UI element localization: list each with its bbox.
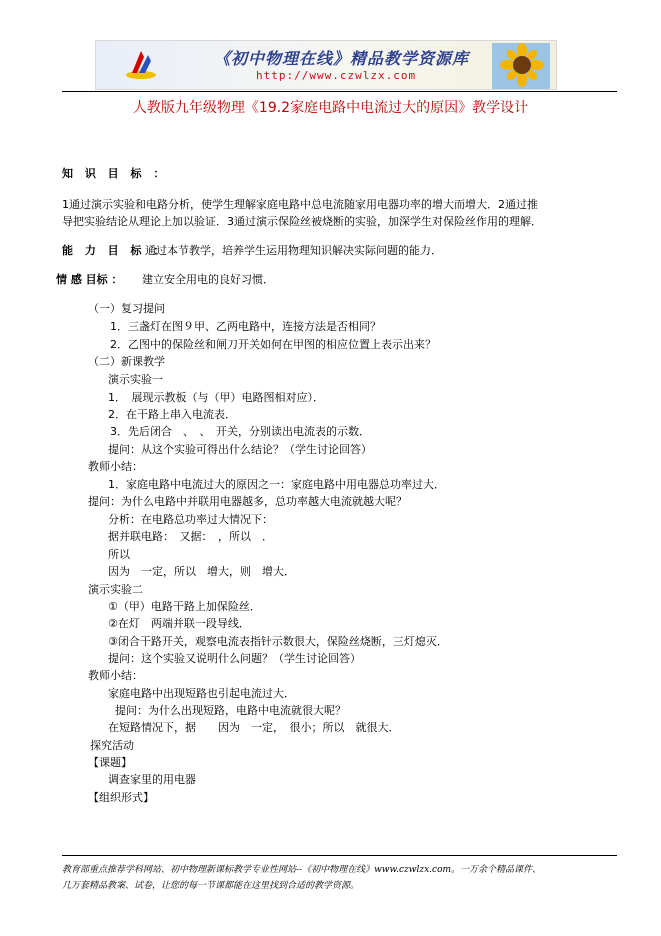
knowledge-goal-line-1: 1通过演示实验和电路分析，使学生理解家庭电路中总电流随家用电器功率的增大而增大．2通过推 [62,198,538,211]
banner-title: 《初中物理在线》精品教学资源库 [214,49,470,68]
footer-line-2: 几万套精品教案、试卷，让您的每一节课都能在这里找到合适的教学资源。 [62,881,360,891]
body-line: 据并联电路： 又据： ，所以 ． [108,530,273,543]
body-line: （一）复习提问 [88,302,165,315]
body-line: 提问：从这个实验可得出什么结论？（学生讨论回答） [108,443,372,456]
body-line: 【组织形式】 [88,791,154,804]
body-line: 提问：为什么电路中并联用电器越多，总功率越大电流就越大呢？ [88,495,407,508]
body-line: 2．在干路上串入电流表． [108,408,236,421]
body-line: 因为 一定，所以 增大，则 增大． [108,565,295,578]
ability-goal-text: 通过本节教学，培养学生运用物理知识解决实际问题的能力． [145,244,442,257]
body-line: ②在灯 两端并联一段导线． [108,617,250,630]
body-line: 1． 展现示教板（与（甲）电路图相对应）． [108,391,324,404]
body-line: 2．乙图中的保险丝和闸刀开关如何在甲图的相应位置上表示出来？ [110,338,436,351]
body-line: 【课题】 [88,756,132,769]
body-line: 提问：这个实验又说明什么问题？（学生讨论回答） [108,652,361,665]
emotion-goal-label: 情 感 目标 ： [56,273,123,286]
sunflower-icon [492,43,550,89]
body-line: 教师小结： [88,460,143,473]
footer-line-1: 教育部重点推荐学科网站、初中物理新课标教学专业性网站--《初中物理在线》www.czwlzx.com。一万余个精品课件、 [62,865,542,875]
body-line: （二）新课教学 [88,355,165,368]
body-line: 提问：为什么出现短路，电路中电流就很大呢？ [115,704,346,717]
body-line: 1．三盏灯在图９甲、乙两电路中，连接方法是否相同？ [110,320,381,333]
document-title: 人教版九年级物理《19.2家庭电路中电流过大的原因》教学设计 [132,100,529,116]
knowledge-goal-line-2: 导把实验结论从理论上加以验证．3通过演示保险丝被烧断的实验，加深学生对保险丝作用的理解． [62,215,542,228]
emotion-goal-text: 建立安全用电的良好习惯． [142,273,274,286]
knowledge-goal-label: 知 识 目 标 ： [62,167,169,180]
body-line: 探究活动 [90,739,134,752]
body-line: 家庭电路中出现短路也引起电流过大． [108,687,295,700]
site-logo-icon [124,47,158,81]
body-line: 在短路情况下，据 因为 一定， 很小；所以 就很大． [108,721,400,734]
banner-url[interactable]: http://www.czwlzx.com [256,69,417,82]
footer [62,862,622,894]
footer-rule [62,855,617,856]
body-line: ③闭合干路开关，观察电流表指针示数很大，保险丝烧断，三灯熄灭． [108,635,448,648]
body-line: 演示实验二 [88,583,143,596]
body-line: 演示实验一 [108,373,163,386]
ability-goal-label: 能 力 目 标 ： [62,244,169,257]
body-line: 3．先后闭合 、 、 开关，分别读出电流表的示数． [110,425,370,438]
site-banner [95,40,557,90]
body-line: 分析：在电路总功率过大情况下： [108,513,273,526]
body-line: 1．家庭电路中电流过大的原因之一：家庭电路中用电器总功率过大． [108,478,445,491]
body-line: 调查家里的用电器 [108,773,196,786]
body-line: 所以 [108,548,130,561]
body-line: 教师小结： [88,669,143,682]
body-line: ①（甲）电路干路上加保险丝． [108,600,261,613]
header-rule [62,91,617,92]
